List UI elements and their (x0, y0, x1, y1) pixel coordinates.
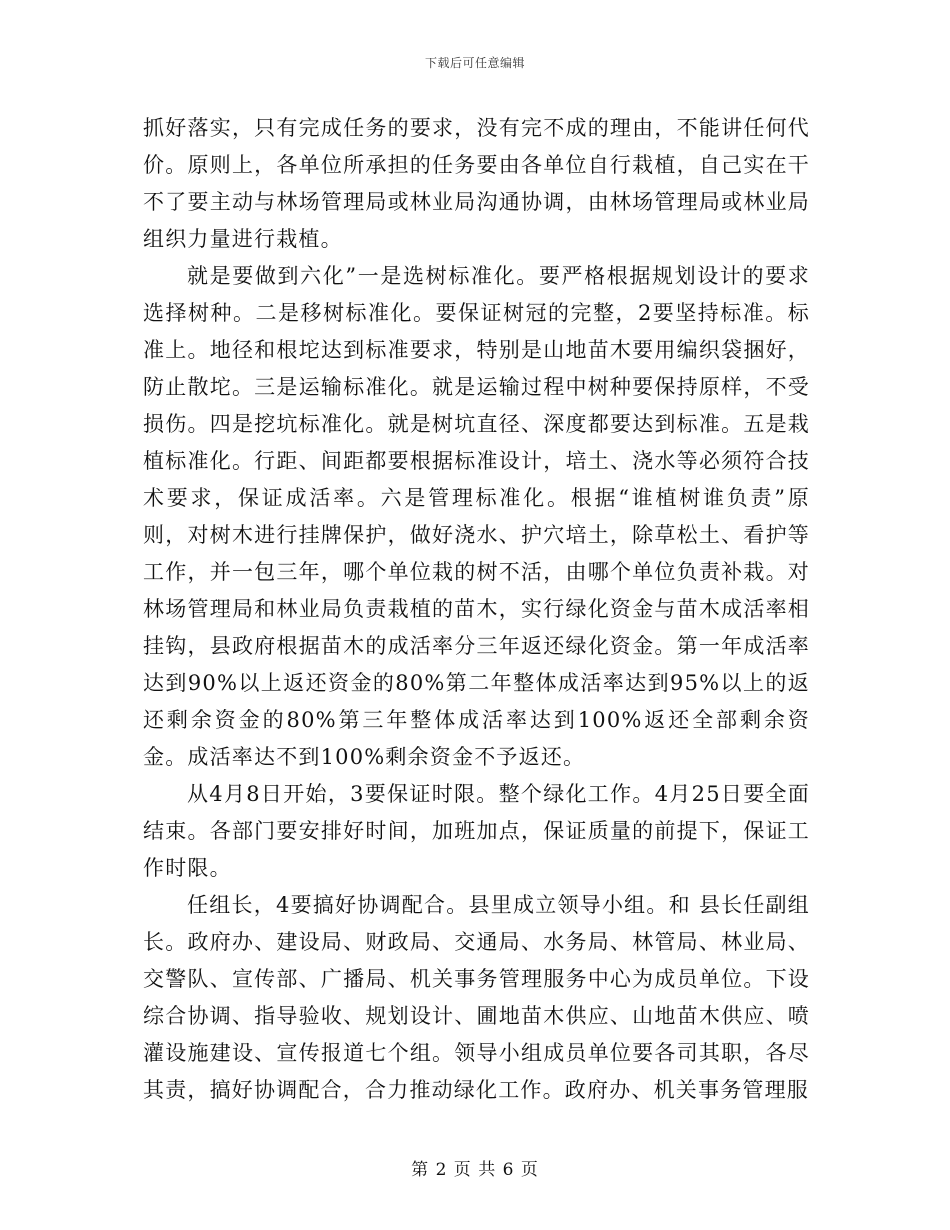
paragraph-3: 从4月8日开始，3要保证时限。整个绿化工作。4月25日要全面结束。各部门要安排好时间，加班加点，保证质量的前提下，保证工作时限。 (143, 782, 810, 880)
paragraph-2: 就是要做到六化”一是选树标准化。要严格根据规划设计的要求选择树种。二是移树标准化。要保证树冠的完整，2要坚持标准。标准上。地径和根坨达到标准要求，特别是山地苗木要用编织袋捆好，防止散坨。三是运输标准化。就是运输过程中树种要保持原样，不受损伤。四是挖坑标准化。就是树坑直径、深度都要达到标准。五是栽植标准化。行距、间距都要根据标准设计，培土、浇水等必须符合技术要求，保证成活率。六是管理标准化。根据“谁植树谁负责”原则，对树木进行挂牌保护，做好浇水、护穴培土，除草松土、看护等工作，并一包三年，哪个单位栽的树不活，由哪个单位负责补栽。对林场管理局和林业局负责栽植的苗木，实行绿化资金与苗木成活率相挂钩，县政府根据苗木的成活率分三年返还绿化资金。第一年成活率达到90%以上返还资金的80%第二年整体成活率达到95%以上的返还剩余资金的80%第三年整体成活率达到100%返还全部剩余资金。成活率达不到100%剩余资金不予返还。 (143, 264, 810, 769)
page-header: 下载后可任意编辑 (424, 56, 525, 70)
page-number-footer: 第 2 页 共 6 页 (411, 1160, 539, 1180)
document-body (143, 110, 810, 1109)
paragraph-1: 抓好落实，只有完成任务的要求，没有完不成的理由，不能讲任何代价。原则上，各单位所承担的任务要由各单位自行栽植，自己实在干不了要主动与林场管理局或林业局沟通协调，由林场管理局或林业局组织力量进行栽植。 (143, 116, 810, 251)
paragraph-4: 任组长，4要搞好协调配合。县里成立领导小组。和 县长任副组长。政府办、建设局、财政局、交通局、水务局、林管局、林业局、交警队、宣传部、广播局、机关事务管理服务中心为成员单位。下设综合协调、指导验收、规划设计、圃地苗木供应、山地苗木供应、喷灌设施建设、宣传报道七个组。领导小组成员单位要各司其职，各尽其责，搞好协调配合，合力推动绿化工作。政府办、机关事务管理服 (143, 893, 810, 1102)
